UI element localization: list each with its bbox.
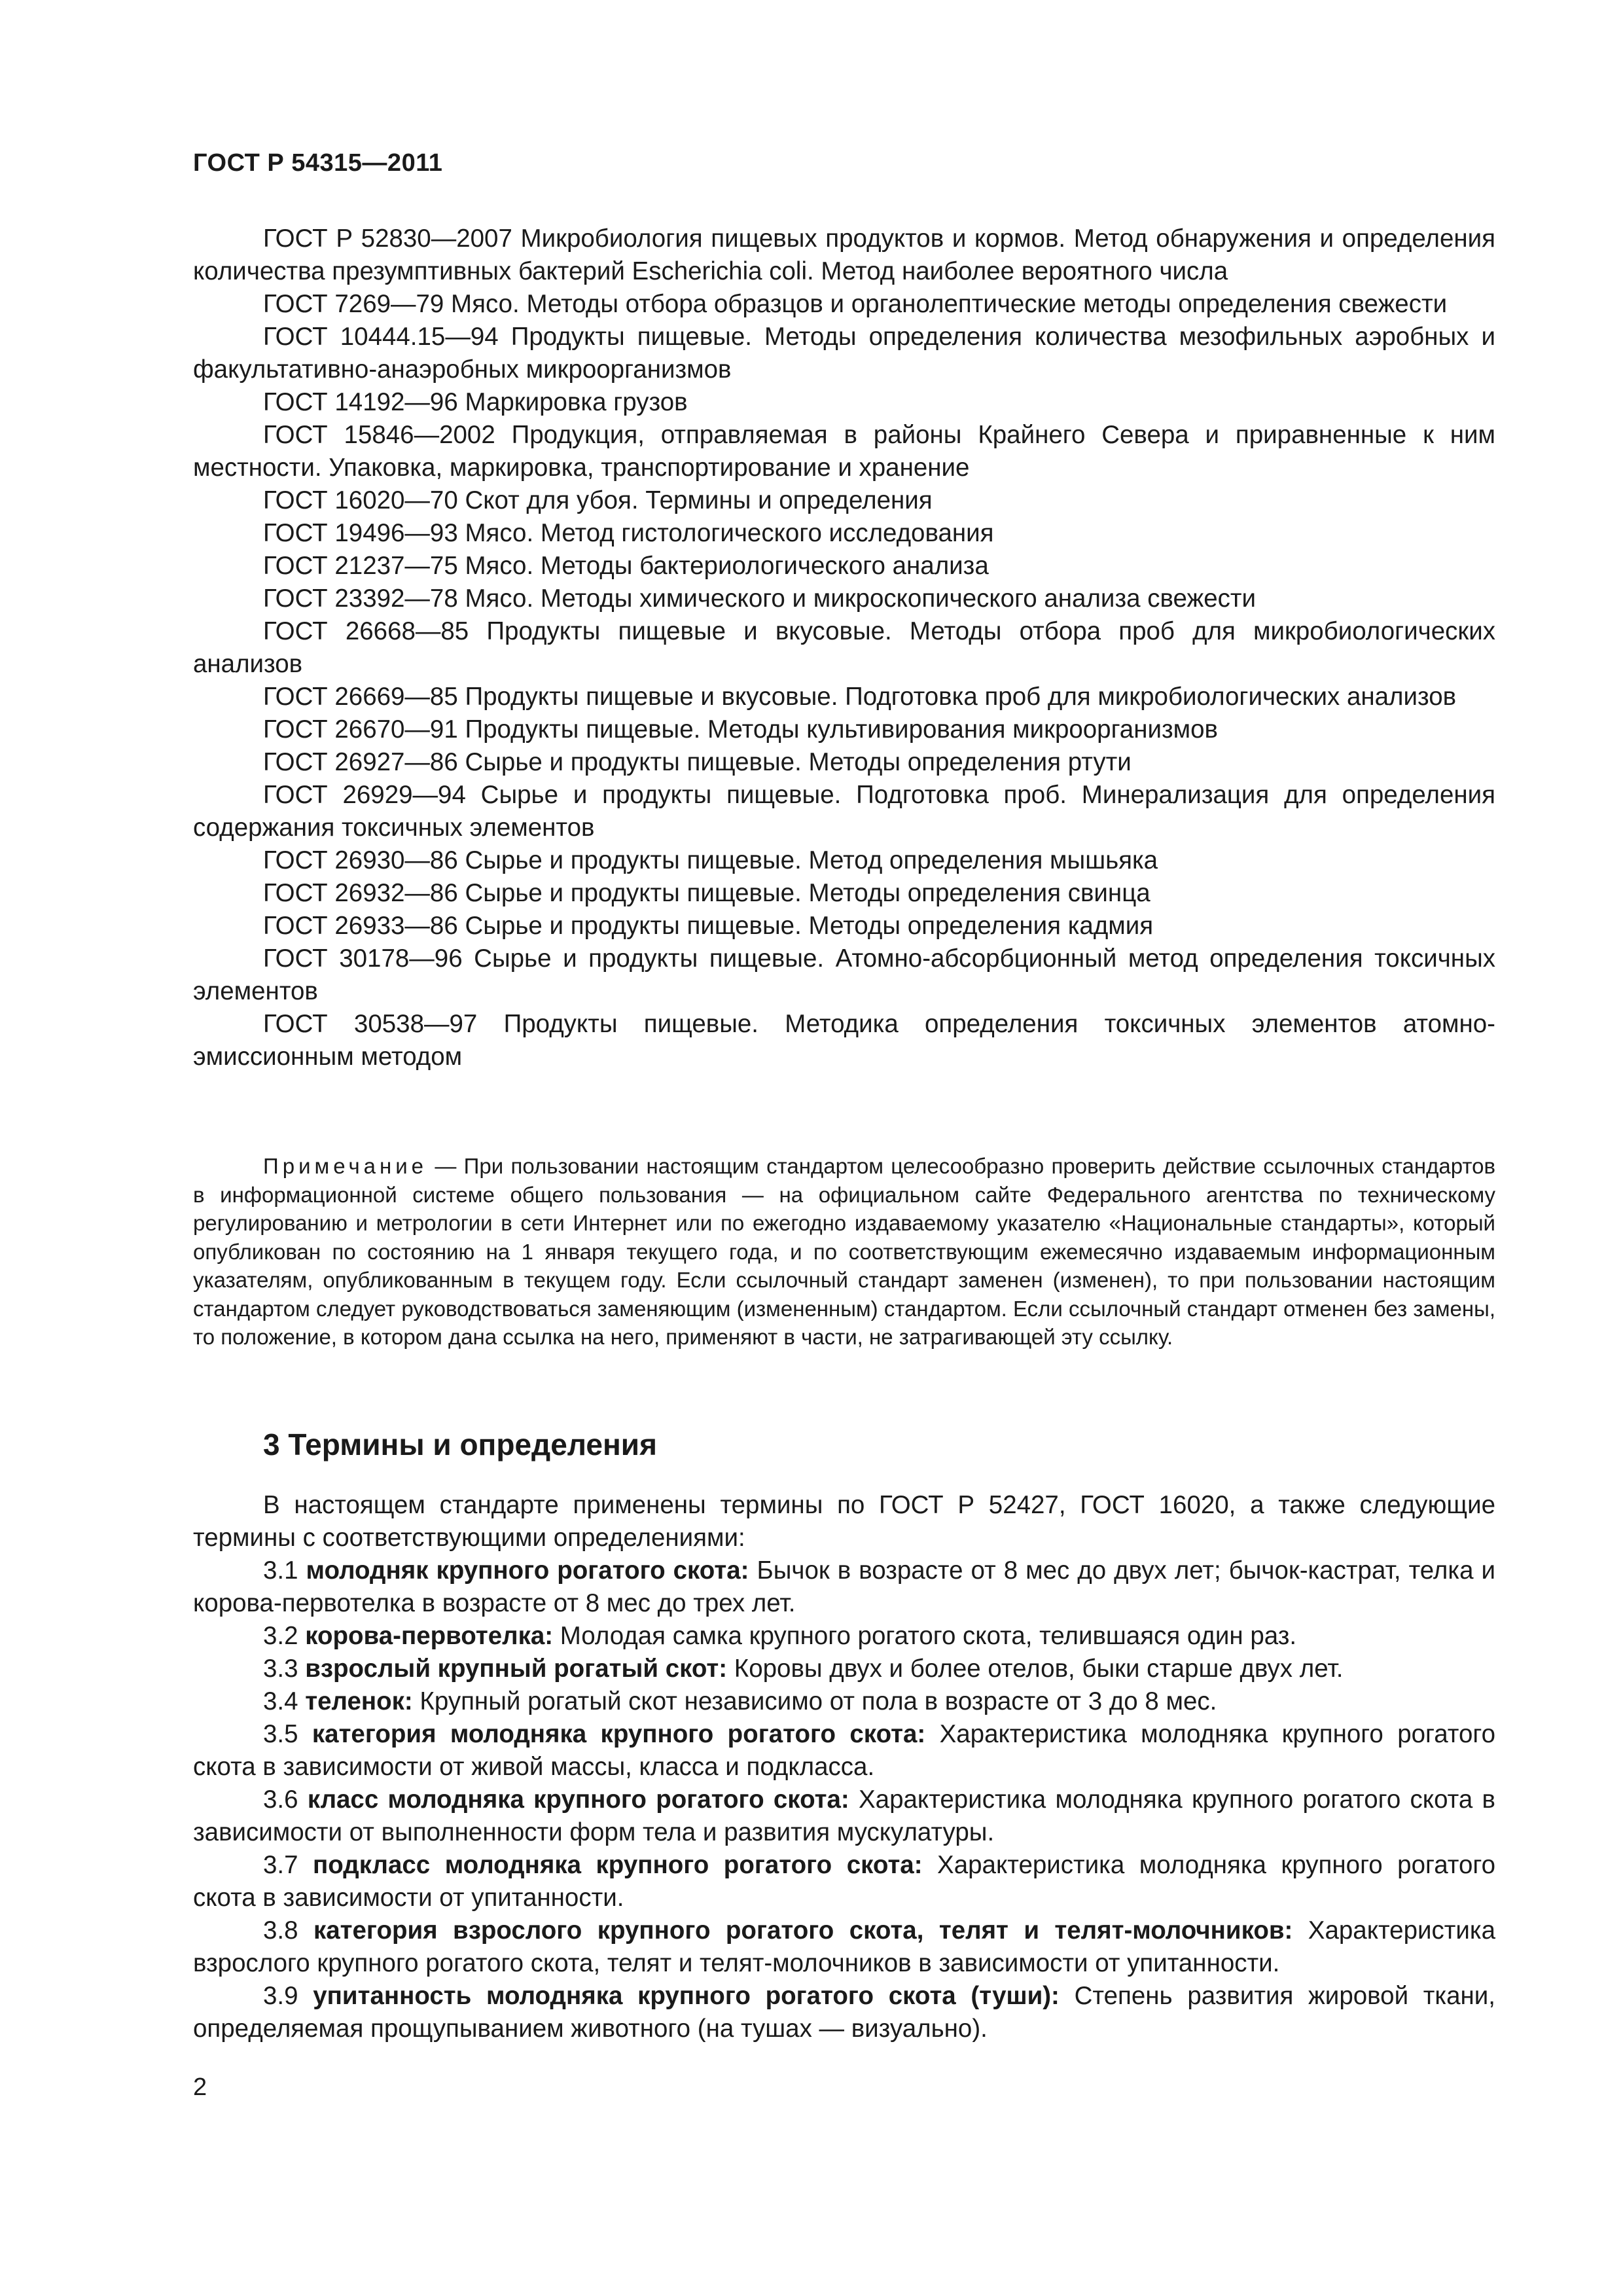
term-name: корова-первотелка: — [305, 1622, 554, 1650]
term-number: 3.8 — [263, 1916, 298, 1945]
reference-item: ГОСТ 30178—96 Сырье и продукты пищевые. Атомно-абсорбционный метод определения токсичных элементов — [193, 944, 1495, 1005]
reference-item: ГОСТ 23392—78 Мясо. Методы химического и микроскопического анализа свежести — [263, 584, 1257, 613]
term-entry — [193, 1980, 1495, 2045]
term-definition: Характеристика молодняка крупного рогатого скота в зависимости от живой массы, класса и подкласса. — [193, 1720, 1495, 1781]
term-entry — [193, 1685, 1495, 1718]
reference-item: ГОСТ 16020—70 Скот для убоя. Термины и определения — [263, 486, 933, 514]
reference-item: ГОСТ 21237—75 Мясо. Методы бактериологического анализа — [263, 552, 989, 580]
term-number: 3.6 — [263, 1785, 298, 1814]
term-entry — [193, 1914, 1495, 1980]
section-title: 3 Термины и определения — [263, 1427, 657, 1462]
term-number: 3.1 — [263, 1556, 298, 1585]
document-header: ГОСТ Р 54315—2011 — [193, 149, 443, 177]
term-number: 3.4 — [263, 1687, 298, 1715]
reference-item: ГОСТ Р 52830—2007 Микробиология пищевых продуктов и кормов. Метод обнаружения и определения количества презумптивных бактерий Escherichia coli. Метод наиболее вероятного числа — [193, 224, 1495, 285]
term-definition: Коровы двух и более отелов, быки старше двух лет. — [727, 1655, 1344, 1683]
term-entry — [193, 1718, 1495, 1784]
term-number: 3.5 — [263, 1720, 298, 1748]
reference-item: ГОСТ 30538—97 Продукты пищевые. Методика определения токсичных элементов атомно-эмиссионным методом — [193, 1010, 1495, 1071]
reference-item: ГОСТ 26933—86 Сырье и продукты пищевые. Методы определения кадмия — [263, 912, 1154, 940]
reference-item: ГОСТ 14192—96 Маркировка грузов — [263, 388, 688, 416]
term-name: класс молодняка крупного рогатого скота: — [307, 1785, 849, 1814]
term-definition: Молодая самка крупного рогатого скота, телившаяся один раз. — [553, 1622, 1297, 1650]
reference-item: ГОСТ 26932—86 Сырье и продукты пищевые. Методы определения свинца — [263, 879, 1150, 907]
term-number: 3.7 — [263, 1851, 298, 1879]
normative-references-list — [193, 223, 1495, 1073]
page-number: 2 — [193, 2073, 207, 2101]
note-label: Примечание — [263, 1154, 428, 1178]
term-entry — [193, 1849, 1495, 1914]
reference-item: ГОСТ 26668—85 Продукты пищевые и вкусовые. Методы отбора проб для микробиологических анализов — [193, 617, 1495, 678]
reference-item: ГОСТ 26669—85 Продукты пищевые и вкусовые. Подготовка проб для микробиологических анализов — [263, 683, 1457, 711]
term-entry — [193, 1653, 1495, 1685]
term-name: взрослый крупный рогатый скот: — [305, 1655, 728, 1683]
term-name: упитанность молодняка крупного рогатого скота (туши): — [313, 1982, 1060, 2010]
note-text: — При пользовании настоящим стандартом целесообразно проверить действие ссылочных стандартов в информационной системе общего пользования — на официальном сайте Федерального агентства по техническому регулированию и метрологии в сети Интернет или по ежегодно издаваемому указателю «Национальные стандарты», который опубликован по состоянию на 1 января текущего года, и по соответствующим ежемесячно издаваемым информационным указателям, опубликованным в текущем году. Если ссылочный стандарт заменен (изменен), то при пользовании настоящим стандартом следует руководствоваться заменяющим (измененным) стандартом. Если ссылочный стандарт отменен без замены, то положение, в котором дана ссылка на него, применяют в части, не затрагивающей эту ссылку. — [193, 1154, 1495, 1349]
term-name: подкласс молодняка крупного рогатого скота: — [313, 1851, 923, 1879]
term-definition: Степень развития жировой ткани, определяемая прощупыванием животного (на тушах — визуально). — [193, 1982, 1496, 2043]
term-number: 3.3 — [263, 1655, 298, 1683]
section-intro: В настоящем стандарте применены термины по ГОСТ Р 52427, ГОСТ 16020, а также следующие термины с соответствующими определениями: — [193, 1491, 1495, 1552]
reference-item: ГОСТ 10444.15—94 Продукты пищевые. Методы определения количества мезофильных аэробных и факультативно-анаэробных микроорганизмов — [193, 323, 1495, 384]
term-definition: Характеристика молодняка крупного рогатого скота в зависимости от упитанности. — [193, 1851, 1495, 1912]
reference-item: ГОСТ 26929—94 Сырье и продукты пищевые. Подготовка проб. Минерализация для определения содержания токсичных элементов — [193, 781, 1495, 842]
term-definition: Бычок в возрасте от 8 мес до двух лет; бычок-кастрат, телка и корова-первотелка в возрасте от 8 мес до трех лет. — [193, 1556, 1496, 1617]
terms-section — [193, 1489, 1495, 2045]
term-name: категория взрослого крупного рогатого скота, телят и телят-молочников: — [313, 1916, 1293, 1945]
term-name: молодняк крупного рогатого скота: — [306, 1556, 749, 1585]
term-name: теленок: — [305, 1687, 413, 1715]
term-entry — [193, 1554, 1495, 1620]
note-paragraph — [193, 1152, 1495, 1352]
reference-item: ГОСТ 7269—79 Мясо. Методы отбора образцов и органолептические методы определения свежести — [263, 290, 1448, 318]
term-definition: Характеристика молодняка крупного рогатого скота в зависимости от выполненности форм тела и развития мускулатуры. — [193, 1785, 1495, 1846]
term-entry — [193, 1784, 1495, 1849]
reference-item: ГОСТ 26927—86 Сырье и продукты пищевые. Методы определения ртути — [263, 748, 1132, 776]
term-name: категория молодняка крупного рогатого скота: — [312, 1720, 926, 1748]
term-entry — [193, 1620, 1495, 1653]
term-definition: Крупный рогатый скот независимо от пола в возрасте от 3 до 8 мес. — [412, 1687, 1217, 1715]
term-number: 3.9 — [263, 1982, 298, 2010]
reference-item: ГОСТ 19496—93 Мясо. Метод гистологического исследования — [263, 519, 994, 547]
reference-item: ГОСТ 26670—91 Продукты пищевые. Методы культивирования микроорганизмов — [263, 715, 1218, 744]
reference-item: ГОСТ 15846—2002 Продукция, отправляемая в районы Крайнего Севера и приравненные к ним местности. Упаковка, маркировка, транспортирование и хранение — [193, 421, 1495, 482]
term-number: 3.2 — [263, 1622, 298, 1650]
reference-item: ГОСТ 26930—86 Сырье и продукты пищевые. Метод определения мышьяка — [263, 846, 1158, 874]
term-definition: Характеристика взрослого крупного рогатого скота, телят и телят-молочников в зависимости от упитанности. — [193, 1916, 1495, 1977]
